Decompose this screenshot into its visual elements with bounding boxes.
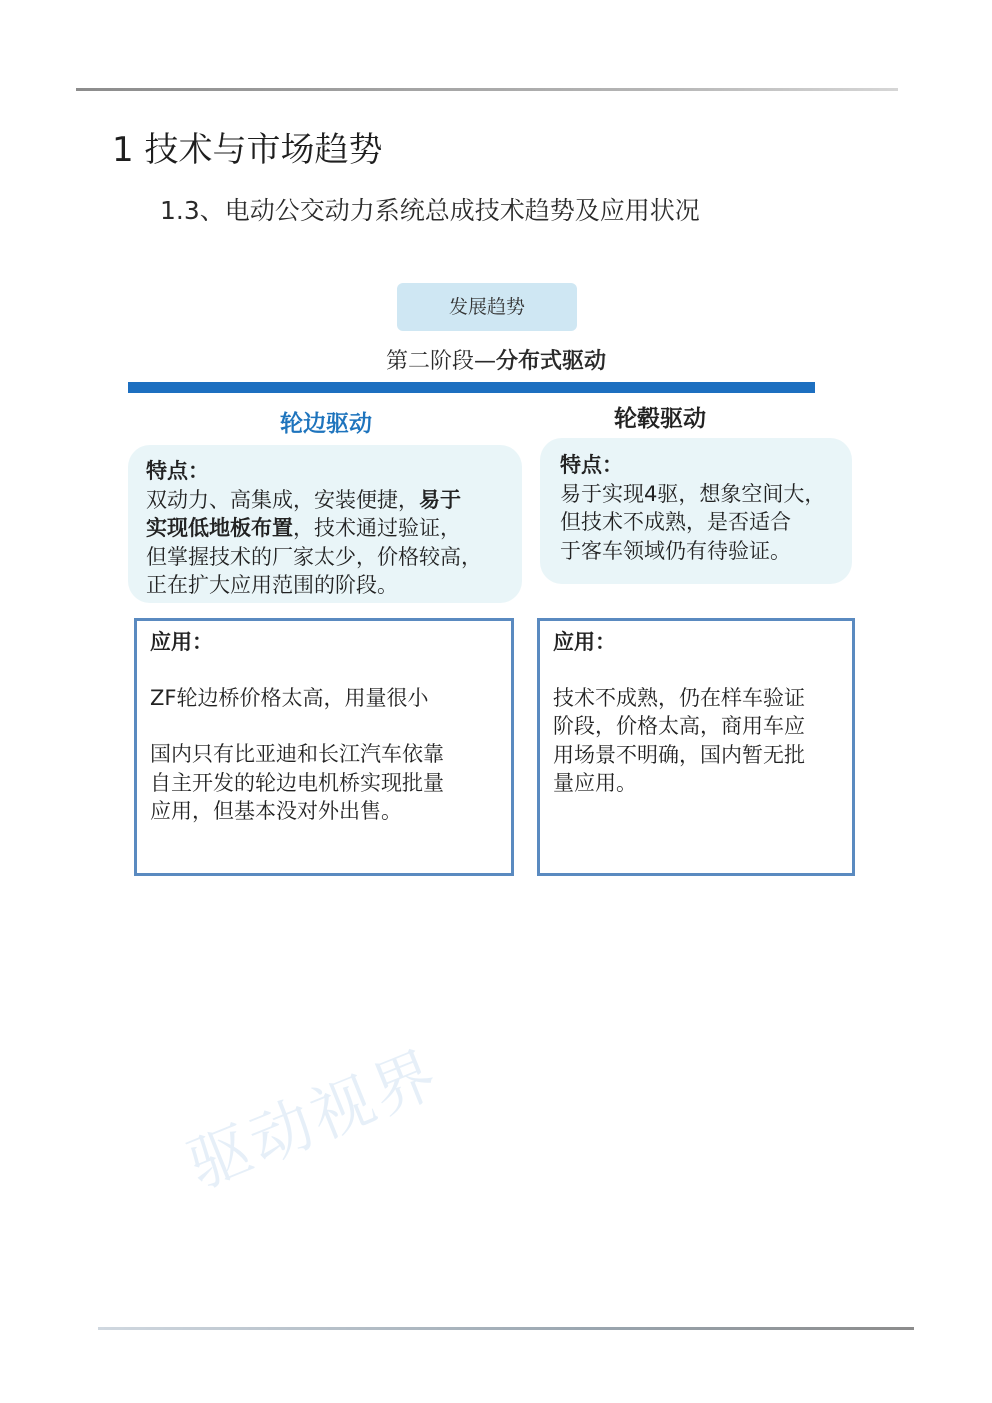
watermark: 驱动视界	[177, 1035, 450, 1203]
application-line: 技术不成熟，仍在样车验证	[553, 685, 805, 710]
application-line: 阶段，价格太高，商用车应	[553, 714, 805, 738]
feature-text: 双动力、高集成，安装便捷，	[146, 487, 419, 512]
page-title: 1 技术与市场趋势	[112, 130, 383, 170]
stage-heading	[0, 344, 992, 375]
application-line: 量应用。	[553, 771, 637, 795]
feature-line: 于客车领域仍有待验证。	[560, 538, 791, 563]
trend-label: 发展趋势	[397, 283, 577, 331]
feature-line: 易于实现4驱，想象空间大，	[560, 481, 826, 506]
stage-name: 分布式驱动	[496, 349, 607, 374]
application-label: 应用：	[553, 630, 616, 654]
feature-label: 特点：	[146, 459, 209, 483]
application-line: 用场景不明确，国内暂无批	[553, 742, 805, 767]
top-divider	[76, 88, 898, 91]
feature-line: 正在扩大应用范围的阶段。	[146, 573, 398, 597]
feature-line: 但掌握技术的厂家太少，价格较高，	[146, 544, 482, 569]
feature-line	[146, 486, 512, 515]
feature-label: 特点：	[560, 453, 623, 477]
right-column-title: 轮毂驱动	[614, 406, 706, 432]
feature-line: 但技术不成熟，是否适合	[560, 510, 791, 534]
feature-highlight: 易于	[419, 487, 461, 512]
section-subtitle: 1.3、电动公交动力系统总成技术趋势及应用状况	[160, 196, 700, 225]
feature-highlight: 实现低地板布置	[146, 516, 293, 540]
application-line: 应用，但基本没对外出售。	[150, 799, 402, 823]
application-line: 自主开发的轮边电机桥实现批量	[150, 770, 444, 795]
application-line: 国内只有比亚迪和长江汽车依靠	[150, 742, 444, 766]
left-column-title: 轮边驱动	[280, 411, 372, 437]
bottom-divider	[98, 1327, 914, 1330]
right-application-box	[537, 618, 855, 876]
application-text: ZF轮边桥价格太高，用量很小	[150, 685, 429, 710]
left-feature-box	[128, 445, 522, 603]
feature-text: ，技术通过验证，	[293, 516, 461, 540]
right-feature-box	[540, 438, 852, 584]
application-label: 应用：	[150, 630, 213, 654]
stage-prefix: 第二阶段—	[385, 349, 496, 374]
feature-line	[146, 514, 512, 543]
stage-bar	[128, 382, 815, 393]
left-application-box	[134, 618, 514, 876]
